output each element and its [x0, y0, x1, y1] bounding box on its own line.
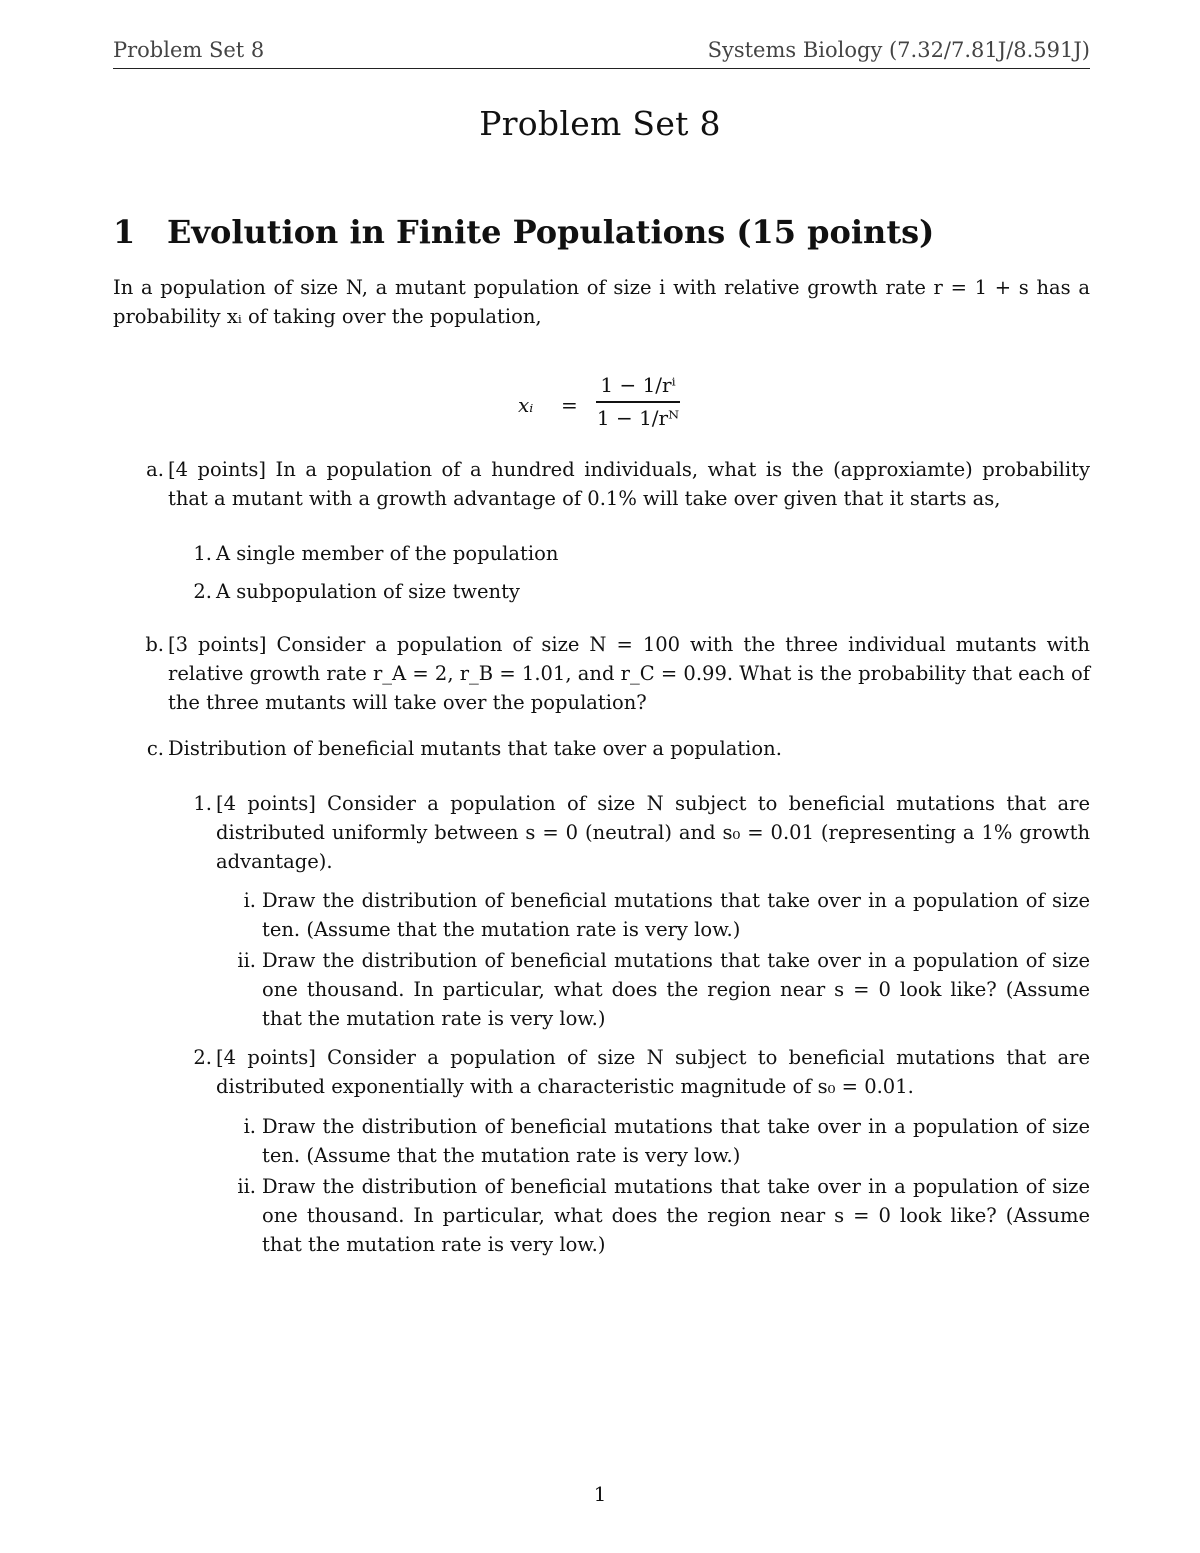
part-a-item-2-label: 2.: [193, 580, 212, 603]
part-c-text: Distribution of beneficial mutants that take over a population.: [168, 737, 782, 760]
page-number: 1: [593, 1482, 607, 1506]
equation-denominator: 1 − 1/rᴺ: [596, 405, 680, 430]
part-a-item-1-text: A single member of the population: [216, 542, 559, 565]
part-c-label: c.: [146, 737, 164, 760]
part-c-item-1-i-label: i.: [243, 889, 256, 912]
equation-numerator: 1 − 1/rⁱ: [600, 373, 676, 397]
part-c-item-1-ii: [237, 946, 1090, 1033]
equation-lhs: xᵢ: [518, 393, 534, 417]
part-c-item-2-ii-label: ii.: [237, 1175, 256, 1198]
part-c-item-1-text: [4 points] Consider a population of size N subject to beneficial mutations that are distributed uniformly between s = 0 (neutral) and s₀ = 0.01 (representing a 1% growth advantage).: [216, 792, 1090, 873]
part-c-item-1-label: 1.: [193, 792, 212, 815]
part-c-item-1-i: [243, 886, 1090, 944]
fraction-bar: [596, 401, 680, 403]
part-a-item-1: [193, 539, 1090, 568]
part-a-item-2: [193, 577, 1090, 606]
part-c-item-2-i-label: i.: [243, 1115, 256, 1138]
part-b-text: [3 points] Consider a population of size N = 100 with the three individual mutants with relative growth rate r_A = 2, r_B = 1.01, and r_C = 0.99. What is the probability that each of the three mutants will take over the population?: [168, 633, 1090, 714]
part-c-item-2-i-text: Draw the distribution of beneficial mutations that take over in a population of size ten. (Assume that the mutation rate is very low.): [262, 1115, 1090, 1167]
part-c-item-1-ii-text: Draw the distribution of beneficial mutations that take over in a population of size one thousand. In particular, what does the region near s = 0 look like? (Assume that the mutation rate is very low.): [262, 949, 1090, 1030]
part-a: [146, 455, 1090, 513]
part-c: [146, 734, 1090, 763]
part-c-item-2-ii: [237, 1172, 1090, 1259]
part-a-item-1-label: 1.: [193, 542, 212, 565]
part-a-text: [4 points] In a population of a hundred individuals, what is the (approxiamte) probability that a mutant with a growth advantage of 0.1% will take over given that it starts as,: [168, 458, 1090, 510]
part-a-label: a.: [146, 458, 164, 481]
intro-paragraph: In a population of size N, a mutant population of size i with relative growth rate r = 1 + s has a probability xᵢ of taking over the population,: [113, 276, 1090, 328]
part-c-item-2-label: 2.: [193, 1046, 212, 1069]
part-c-item-2-text: [4 points] Consider a population of size N subject to beneficial mutations that are distributed exponentially with a characteristic magnitude of s₀ = 0.01.: [216, 1046, 1090, 1098]
part-c-item-2-i: [243, 1112, 1090, 1170]
part-c-item-1-ii-label: ii.: [237, 949, 256, 972]
running-header: [113, 36, 1090, 69]
part-c-item-1-i-text: Draw the distribution of beneficial mutations that take over in a population of size ten. (Assume that the mutation rate is very low.): [262, 889, 1090, 941]
part-c-item-2: [193, 1043, 1090, 1101]
part-a-item-2-text: A subpopulation of size twenty: [216, 580, 520, 603]
section-title: Evolution in Finite Populations (15 points): [167, 213, 935, 251]
header-right: Systems Biology (7.32/7.81J/8.591J): [707, 38, 1090, 62]
section-heading: [113, 213, 934, 251]
equation-equals: =: [561, 393, 578, 417]
part-c-item-1: [193, 789, 1090, 876]
section-number: 1: [113, 213, 136, 251]
page-title: Problem Set 8: [479, 104, 721, 143]
header-left: Problem Set 8: [113, 38, 265, 62]
part-b: [145, 630, 1090, 717]
part-b-label: b.: [145, 633, 164, 656]
part-c-item-2-ii-text: Draw the distribution of beneficial mutations that take over in a population of size one thousand. In particular, what does the region near s = 0 look like? (Assume that the mutation rate is very low.): [262, 1175, 1090, 1256]
equation-fraction: [596, 373, 680, 432]
